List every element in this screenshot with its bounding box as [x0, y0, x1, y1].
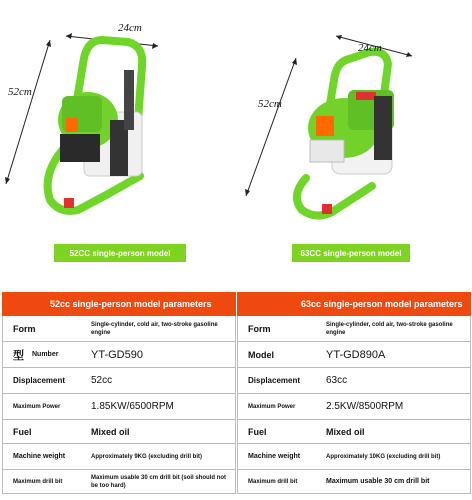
height-dimension-label: 52cm [8, 86, 32, 98]
caption-52cc: 52CC single-person model [54, 244, 186, 262]
row-key: Fuel [248, 426, 267, 437]
table-row [237, 342, 471, 368]
row-value: 2.5KW/8500RPM [326, 401, 404, 412]
row-value: Mixed oil [326, 426, 365, 437]
row-key: Machine weight [13, 453, 66, 460]
row-value: Mixed oil [91, 426, 130, 437]
row-key: Form [13, 323, 36, 334]
width-dimension-label: 24cm [358, 42, 382, 54]
earth-auger-63cc-illustration [236, 0, 472, 232]
row-value: Single-cylinder, cold air, two-stroke gasoline engine [91, 321, 218, 336]
table-row [237, 394, 471, 420]
row-value: YT-GD590 [91, 348, 143, 361]
table-row [2, 444, 236, 470]
row-value: Approximately 10KG (excluding drill bit) [326, 453, 441, 460]
row-key-text: Number [32, 351, 59, 358]
table-row [237, 368, 471, 394]
table-row [2, 316, 236, 342]
width-dimension-label: 24cm [118, 22, 142, 34]
table-row [2, 394, 236, 420]
row-value: 52cc [91, 375, 113, 386]
row-value: Maximum usable 30 cm drill bit [326, 477, 430, 485]
table-row [237, 420, 471, 444]
row-key: Maximum drill bit [248, 478, 298, 485]
row-value: 1.85KW/6500RPM [91, 401, 174, 412]
row-key [3, 342, 77, 367]
table-row [2, 420, 236, 444]
caption-63cc: 63CC single-person model [292, 244, 410, 262]
spec-table-63cc [237, 292, 471, 494]
row-value: Maximum usable 30 cm drill bit (soil should not be too hard) [91, 474, 227, 489]
table-row [2, 368, 236, 394]
table-title: 52cc single-person model parameters [2, 292, 236, 316]
row-key: Displacement [13, 376, 66, 385]
row-key: Model [248, 349, 274, 360]
row-key: Maximum Power [248, 403, 296, 410]
row-key: Maximum Power [13, 403, 61, 410]
table-row [237, 470, 471, 494]
row-key-symbol: 型 [13, 349, 24, 362]
table-row [2, 342, 236, 368]
table-row [237, 316, 471, 342]
table-row [237, 444, 471, 470]
row-value: 63cc [326, 375, 348, 386]
height-dimension-label: 52cm [258, 98, 282, 110]
table-title: 63cc single-person model parameters [237, 292, 471, 316]
row-key: Maximum drill bit [13, 478, 63, 485]
row-key: Form [248, 323, 271, 334]
row-value: YT-GD890A [326, 348, 386, 361]
spec-table-52cc [2, 292, 236, 494]
row-value: Single-cylinder, cold air, two-stroke gasoline engine [326, 321, 453, 336]
row-key: Displacement [248, 376, 301, 385]
row-key: Fuel [13, 426, 32, 437]
product-photo-52cc [0, 0, 236, 232]
product-photo-63cc [236, 0, 472, 232]
table-row [2, 470, 236, 494]
earth-auger-52cc-illustration [0, 0, 236, 232]
row-key: Machine weight [248, 453, 301, 460]
row-value: Approximately 9KG (excluding drill bit) [91, 453, 203, 460]
